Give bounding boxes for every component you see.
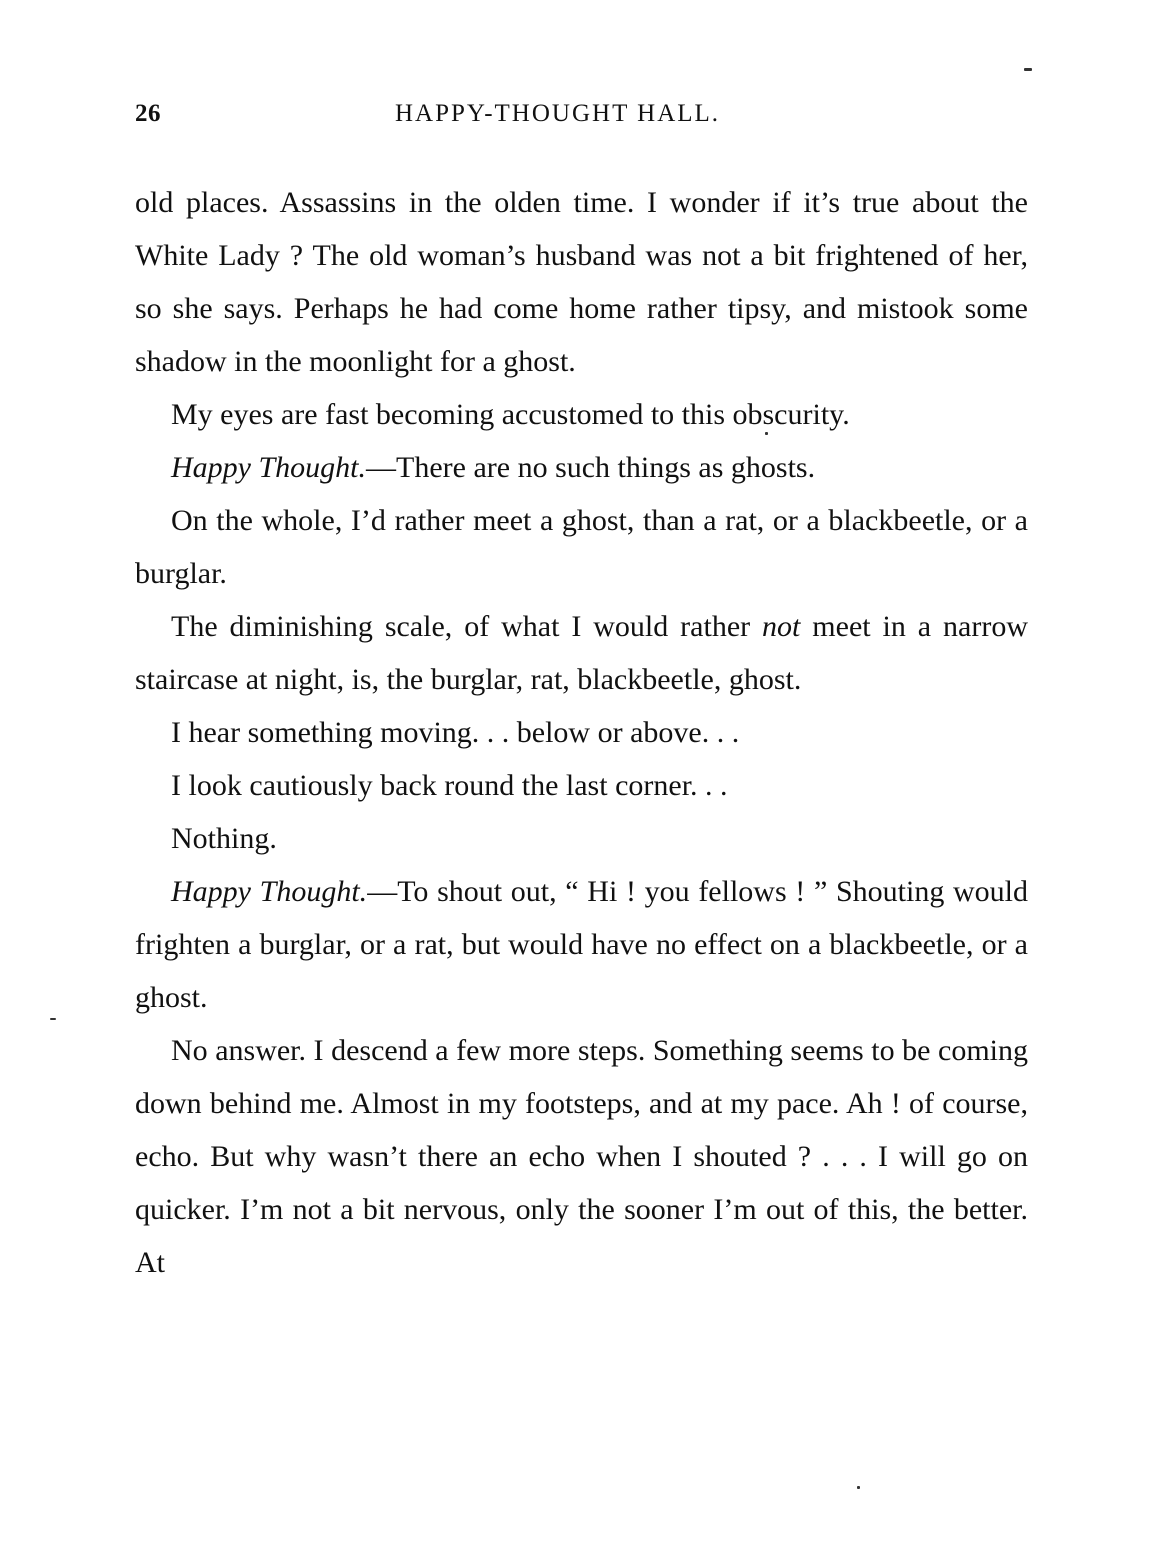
scan-speck bbox=[857, 1486, 860, 1489]
paragraph-4 bbox=[135, 494, 1028, 600]
paragraph-9-italic: Happy Thought. bbox=[171, 875, 368, 908]
paragraph-8-text: Nothing. bbox=[171, 822, 277, 855]
paragraph-8 bbox=[135, 812, 1028, 865]
paragraph-5-before: The diminishing scale, of what I would rather bbox=[171, 610, 763, 643]
paragraph-3-italic: Happy Thought. bbox=[171, 451, 366, 484]
paragraph-7-text: I look cautiously back round the last corner. . . bbox=[171, 769, 728, 802]
paragraph-2 bbox=[135, 388, 1028, 441]
paragraph-10 bbox=[135, 1024, 1028, 1289]
paragraph-1-text: old places. Assassins in the olden time. I wonder if it’s true about the White Lady ? The old woman’s husband was not a bit frightened of her, so she says. Perhaps he had come home rather tipsy, and mistook some shadow in the moonlight for a ghost. bbox=[135, 186, 1028, 378]
paragraph-3 bbox=[135, 441, 1028, 494]
paragraph-9-text: —To shout out, “ Hi ! you fellows ! ” Shouting would frighten a burglar, or a rat, but would have no effect on a blackbeetle, or a ghost. bbox=[135, 875, 1029, 1014]
running-title: HAPPY-THOUGHT HALL. bbox=[395, 100, 721, 127]
paragraph-5 bbox=[135, 600, 1028, 706]
page-number: 26 bbox=[135, 100, 161, 127]
scan-speck bbox=[765, 432, 768, 435]
paragraph-3-text: —There are no such things as ghosts. bbox=[366, 451, 816, 484]
scan-speck bbox=[1024, 68, 1032, 71]
paragraph-5-italic: not bbox=[762, 610, 801, 643]
paragraph-6 bbox=[135, 706, 1028, 759]
paragraph-1 bbox=[135, 176, 1028, 388]
paragraph-10-text: No answer. I descend a few more steps. Something seems to be coming down behind me. Almost in my footsteps, and at my pace. Ah ! of course, echo. But why wasn’t there an echo when I shouted ? . . . I will go on quicker. I’m not a bit nervous, only the sooner I’m out of this, the better. At bbox=[135, 1034, 1028, 1279]
scan-speck bbox=[50, 1018, 56, 1020]
paragraph-7 bbox=[135, 759, 1028, 812]
paragraph-9 bbox=[135, 865, 1028, 1024]
paragraph-4-text: On the whole, I’d rather meet a ghost, than a rat, or a blackbeetle, or a burglar. bbox=[135, 504, 1028, 590]
paragraph-2-text: My eyes are fast becoming accustomed to this obscurity. bbox=[171, 398, 850, 431]
page-header bbox=[135, 100, 1030, 140]
paragraph-5-after: meet in a narrow staircase at night, is, the burglar, rat, blackbeetle, ghost. bbox=[135, 610, 1028, 696]
paragraph-6-text: I hear something moving. . . below or above. . . bbox=[171, 716, 740, 749]
body-text bbox=[135, 176, 1028, 1289]
